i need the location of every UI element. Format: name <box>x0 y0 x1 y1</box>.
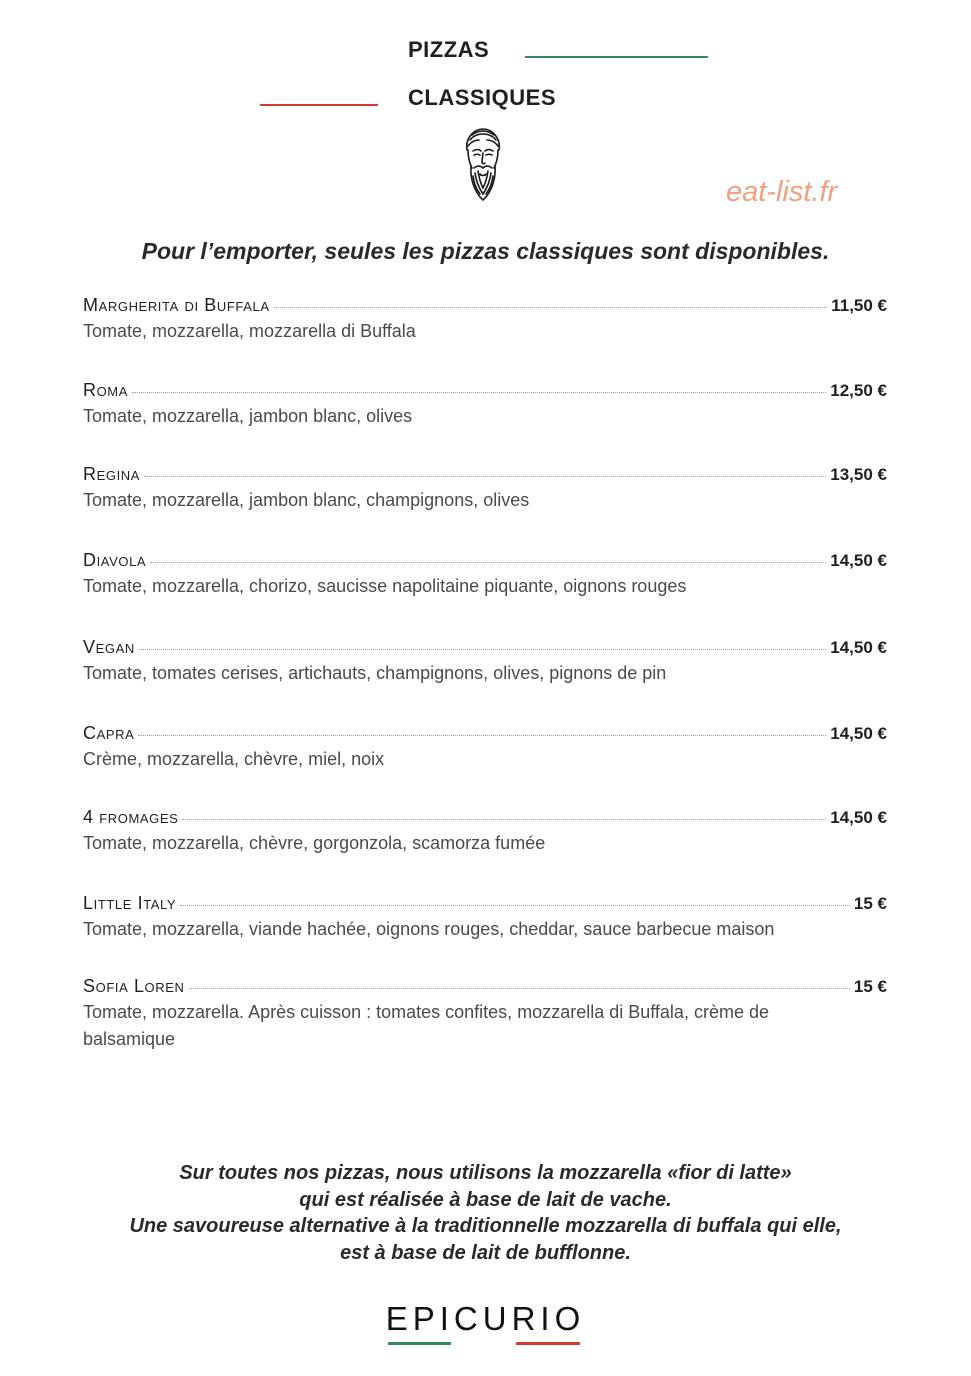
menu-title-classiques: CLASSIQUES <box>408 85 557 110</box>
menu-item-description: Tomate, mozzarella, chèvre, gorgonzola, scamorza fumée <box>83 833 546 853</box>
watermark-text: eat-list.fr <box>726 176 838 208</box>
takeaway-notice: Pour l’emporter, seules les pizzas classiques sont disponibles. <box>141 238 830 264</box>
menu-item <box>83 295 887 345</box>
dotted-leader <box>144 476 826 477</box>
menu-item-description: Tomate, mozzarella, jambon blanc, olives <box>83 406 413 426</box>
dotted-leader <box>180 905 850 906</box>
menu-item-description: Tomate, mozzarella, chorizo, saucisse napolitaine piquante, oignons rouges <box>83 576 687 596</box>
dotted-leader <box>132 392 826 393</box>
menu-item-name: Margherita di Buffala <box>83 295 270 315</box>
menu-item-name: Diavola <box>83 550 147 570</box>
menu-item-name: Regina <box>83 464 141 484</box>
menu-item-description: Tomate, mozzarella, viande hachée, oignons rouges, cheddar, sauce barbecue maison <box>83 919 775 939</box>
menu-item-price: 14,50 € <box>830 724 887 743</box>
menu-item-price: 15 € <box>853 977 887 996</box>
menu-item-price: 14,50 € <box>830 808 887 827</box>
menu-item-name: Vegan <box>83 637 135 657</box>
menu-item <box>83 976 887 1053</box>
menu-title-pizzas: PIZZAS <box>408 37 490 62</box>
menu-item-description: Tomate, mozzarella, jambon blanc, champignons, olives <box>83 490 530 510</box>
menu-item-price: 14,50 € <box>830 551 887 570</box>
footnote-line: Une savoureuse alternative à la traditionnelle mozzarella di buffala qui elle, <box>129 1215 842 1237</box>
menu-item-price: 15 € <box>853 894 887 913</box>
menu-item-name: Little Italy <box>83 893 177 913</box>
menu-item-name: Sofia Loren <box>83 976 185 996</box>
footnote-line: qui est réalisée à base de lait de vache. <box>299 1188 672 1211</box>
menu-item-name: 4 fromages <box>83 807 179 827</box>
menu-item-description: Tomate, mozzarella, mozzarella di Buffala <box>83 321 416 341</box>
menu-item-name: Capra <box>83 723 135 743</box>
dotted-leader <box>274 307 828 308</box>
dotted-leader <box>138 735 826 736</box>
menu-item <box>83 380 887 430</box>
footnote-line: Sur toutes nos pizzas, nous utilisons la mozzarella «fior di latte» <box>179 1162 792 1184</box>
menu-item-description: Crème, mozzarella, chèvre, miel, noix <box>83 749 385 769</box>
menu-item-price: 11,50 € <box>831 296 887 315</box>
menu-item <box>83 723 887 773</box>
green-accent-line <box>525 56 708 58</box>
red-accent-line <box>260 104 378 106</box>
menu-item-description: Tomate, tomates cerises, artichauts, champignons, olives, pignons de pin <box>83 663 667 683</box>
dotted-leader <box>150 562 826 563</box>
dotted-leader <box>139 649 826 650</box>
menu-item <box>83 807 887 857</box>
dotted-leader <box>182 819 826 820</box>
menu-item <box>83 637 887 687</box>
menu-item-price: 14,50 € <box>830 638 887 657</box>
footnote-line: est à base de lait de bufflonne. <box>340 1241 631 1264</box>
menu-item-name: Roma <box>83 380 129 400</box>
menu-item <box>83 464 887 514</box>
menu-item-price: 12,50 € <box>830 381 887 400</box>
brand-logo-text: EPICURIO <box>385 1300 586 1337</box>
bearded-bust-icon <box>458 126 508 204</box>
menu-item-description: Tomate, mozzarella. Après cuisson : tomates confites, mozzarella di Buffala, crème de balsamique <box>83 1002 769 1049</box>
menu-item-price: 13,50 € <box>830 465 887 484</box>
brand-red-underline <box>516 1342 580 1345</box>
menu-item <box>83 550 887 600</box>
dotted-leader <box>189 988 850 989</box>
mozzarella-footnote <box>0 1160 971 1266</box>
menu-item <box>83 893 887 943</box>
brand-green-underline <box>388 1342 451 1345</box>
